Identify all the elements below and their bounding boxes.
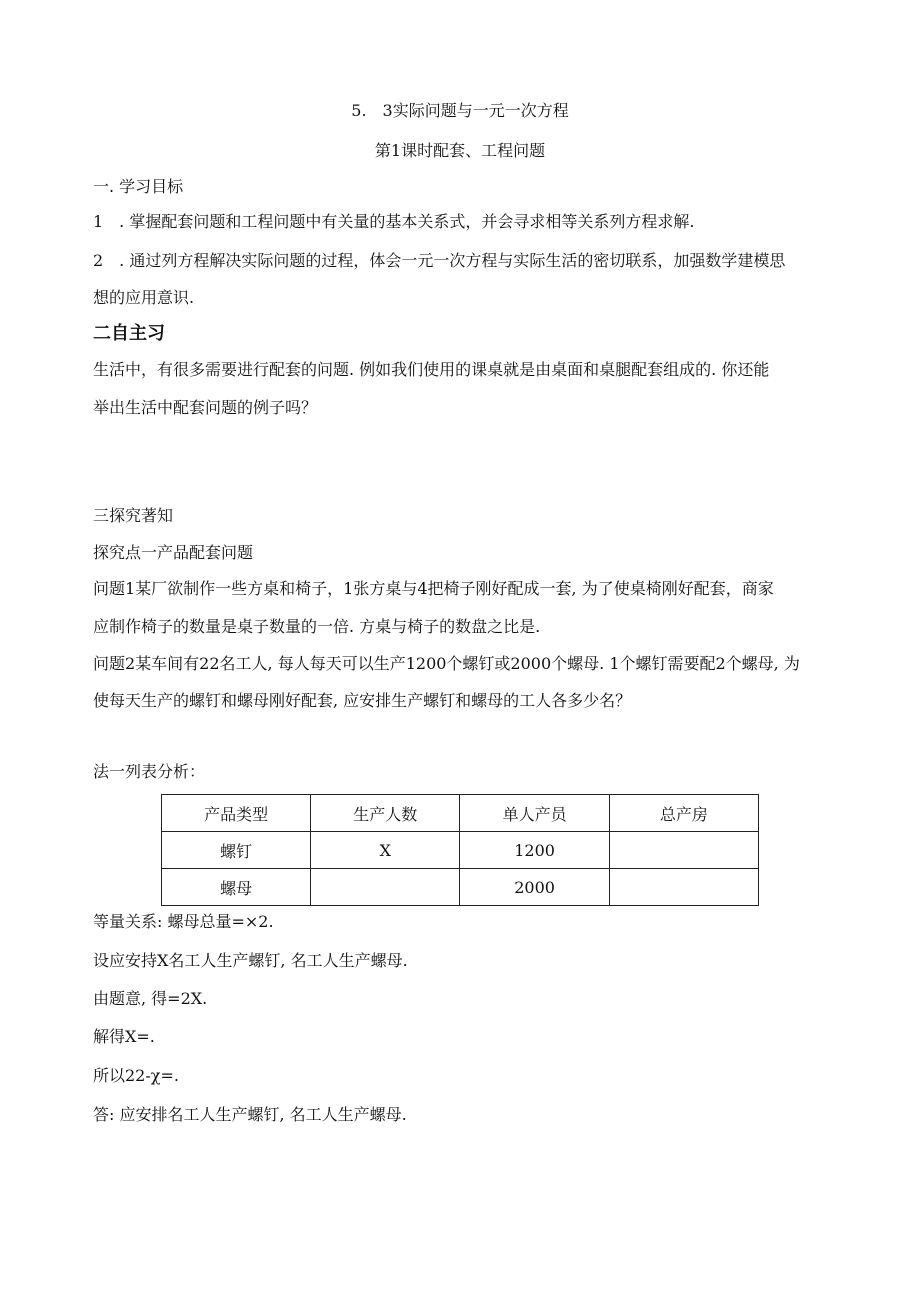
section-heading-goals: 一. 学习目标 — [93, 177, 184, 196]
goal-2-line-1: 2 . 通过列方程解决实际问题的过程，体会一元一次方程与实际生活的密切联系，加强数学建模思 — [93, 251, 786, 270]
solution-setup: 设应安持X名工人生产螺钉, 名工人生产螺母. — [93, 951, 408, 970]
solution-so: 所以22-χ=. — [93, 1066, 179, 1085]
table-cell: X — [311, 832, 460, 869]
solution-equation: 由题意, 得=2X. — [93, 989, 208, 1008]
self-study-line-1: 生活中，有很多需要进行配套的问题. 例如我们使用的课桌就是由桌面和桌腿配套组成的. 你还能 — [93, 360, 770, 379]
solution-solve: 解得X=. — [93, 1027, 155, 1046]
goal-1: 1 . 掌握配套问题和工程问题中有关量的基本关系式，并会寻求相等关系列方程求解. — [93, 212, 695, 231]
table-cell — [311, 869, 460, 906]
page-title: 5. 3实际问题与一元一次方程 — [351, 101, 569, 120]
question-2-line-1: 问题2某车间有22名工人, 每人每天可以生产1200个螺钉或2000个螺母. 1个螺钉需要配2个螺母, 为 — [93, 654, 800, 673]
table-cell: 2000 — [460, 869, 609, 906]
method-label: 法一列表分析： — [93, 762, 206, 781]
table-cell: 螺母 — [162, 869, 311, 906]
section-heading-explore: 三探究著知 — [93, 506, 174, 525]
table-header-row — [162, 795, 759, 832]
table-cell — [609, 869, 758, 906]
explore-point-1: 探究点一产品配套问题 — [93, 543, 254, 562]
page-subtitle: 第1课时配套、工程问题 — [374, 141, 546, 160]
goal-2-line-2: 想的应用意识. — [93, 288, 195, 307]
question-1-line-1: 问题1某厂欲制作一些方桌和椅子，1张方桌与4把椅子刚好配成一套, 为了使桌椅刚好配套，商家 — [93, 579, 774, 598]
question-2-line-2: 使每天生产的螺钉和螺母刚好配套, 应安排生产螺钉和螺母的工人各多少名？ — [93, 691, 632, 710]
table-cell: 1200 — [460, 832, 609, 869]
table-cell: 螺钉 — [162, 832, 311, 869]
solution-relation: 等量关系: 螺母总量=×2. — [93, 912, 274, 931]
analysis-table — [161, 794, 759, 906]
table-header-cell: 单人产员 — [460, 795, 609, 832]
table-header-cell: 生产人数 — [311, 795, 460, 832]
section-heading-self-study: 二自主习 — [93, 323, 165, 344]
solution-answer: 答: 应安排名工人生产螺钉, 名工人生产螺母. — [93, 1105, 407, 1124]
table-row — [162, 832, 759, 869]
self-study-line-2: 举出生活中配套问题的例子吗？ — [93, 398, 318, 417]
table-header-cell: 总产房 — [609, 795, 758, 832]
table-cell — [609, 832, 758, 869]
question-1-line-2: 应制作椅子的数量是桌子数量的一倍. 方桌与椅子的数盘之比是. — [93, 617, 541, 636]
table-header-cell: 产品类型 — [162, 795, 311, 832]
table-row — [162, 869, 759, 906]
